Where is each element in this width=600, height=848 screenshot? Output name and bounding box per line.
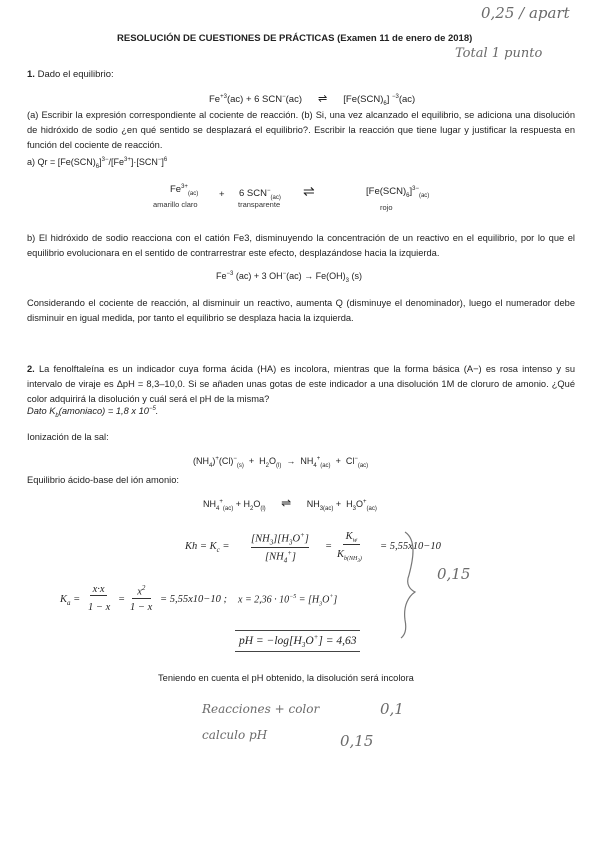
ka-eq2: = xyxy=(118,594,126,605)
caption-fe3: amarillo claro xyxy=(153,200,198,209)
q2-statement-text: La fenolftaleína es un indicador cuya forma ácida (HA) es incolora, mientras que la forma básica (A−) es rosa intenso y su intervalo de viraje es ΔpH = 8,3–10,0. Si se añaden unas gotas de este indicador a una disolución 1M de cloruro de amonio. ¿Qué color adquirirá la disolución y cuál será el pH de la misma? xyxy=(27,364,575,404)
ka-symbol: $K_a$ = xyxy=(60,594,81,608)
page-title: RESOLUCIÓN DE CUESTIONES DE PRÁCTICAS (Examen 11 de enero de 2018) xyxy=(117,33,473,44)
handwritten-reactions-score: 0,1 xyxy=(380,700,404,718)
kh-denominator: $[NH_4^+]$ xyxy=(265,549,297,565)
caption-scn: transparente xyxy=(238,200,281,209)
q1-label: 1. Dado el equilibrio: xyxy=(27,69,114,80)
brace-mark xyxy=(395,530,425,640)
q2-equilibrium-eq: $NH_4^+_{(ac)} + H_2O_{(l)}$ ⇌ $NH_{3(ac)} + H_3O^+_{(ac)}$ xyxy=(203,496,377,512)
handwritten-ph-label: calculo pH xyxy=(202,728,268,742)
species-complex: $[Fe(SCN)_6]^{3-}_{(ac)}$ xyxy=(366,186,430,200)
ka-num1: x·x xyxy=(90,584,108,595)
kh-numerator: $[NH_3][H_3O^+]$ xyxy=(251,531,309,547)
q2-statement xyxy=(27,362,575,407)
equilibrium-arrow: ⇌ xyxy=(303,183,315,199)
caption-complex: rojo xyxy=(380,203,393,212)
kh-kw: $K_w$ xyxy=(343,531,360,545)
q2-label: 2. xyxy=(27,364,35,374)
species-scn: 6 $SCN^-_{(ac)}$ xyxy=(239,188,281,202)
kh-kb: $K_{b(NH_3)}$ xyxy=(337,549,362,565)
handwritten-brace-score: 0,15 xyxy=(437,565,471,583)
q2-ionization-eq: $(NH_4)^+(Cl)^-_{(s)} + H_2O_{(l)} \to NH_4^+_{(ac)} + Cl^-_{(ac)}$ xyxy=(193,456,369,469)
species-fe3: $Fe^{3+}_{(ac)}$ xyxy=(170,184,199,198)
ka-result: = 5,55x10−10 ; xyxy=(160,594,227,605)
ka-den2: 1 − x xyxy=(130,602,153,613)
ph-result: pH = $-\log[H_3O^+] = 4,63$ xyxy=(235,630,360,652)
q1-conclusion: Considerando el cociente de reacción, al disminuir un reactivo, aumenta Q (disminuye el denominador), luego el numerador debe disminuir en igual medida, por tanto el equilibrio se desplaza hacia la izquierda. xyxy=(27,298,575,323)
kh-symbol: $Kh = K_c$ = xyxy=(185,541,230,555)
q1-answer-a: a) $Qr = [Fe(SCN)_6]^{3-}/[Fe^{3+}]\cdot[SCN^-]^6$ xyxy=(27,157,168,170)
ka-result-value: 5,55x10−10 xyxy=(169,594,221,605)
q1-answer-b: b) El hidróxido de sodio reacciona con el catión Fe3, disminuyendo la concentración de un reactivo en el equilibrio, por lo que el equilibrio evolucionara en el sentido de contrarrestrar este efecto, desplazándose hacia la izquierda. xyxy=(27,233,575,258)
plus-sign: + xyxy=(219,189,225,200)
q1-equation: $Fe^{+3}(ac) + 6$ SCN−(ac) ⇌ $[Fe(SCN)_6]$ $^{-3}$(ac) xyxy=(209,93,416,107)
q2-final: Teniendo en cuenta el pH obtenido, la disolución será incolora xyxy=(158,673,414,683)
handwritten-score-top: 0,25 / apart xyxy=(481,4,570,22)
q1-reaction-b: $Fe^{-3}$ (ac) + 3 $OH^-(ac) \to Fe(OH)_3$ (s) xyxy=(216,271,362,284)
x-result: $x = 2,36 \cdot 10^{-5} = [H_3O^+]$ xyxy=(238,594,338,608)
q2-equilibrium-label: Equilibrio ácido-base del ión amonio: xyxy=(27,475,179,485)
ka-num2: $x^2$ xyxy=(132,584,151,599)
q2-dato: Dato $K_b(amoniaco) = 1,8$ x $10^{-5}$. xyxy=(27,406,159,419)
handwritten-reactions-label: Reacciones + color xyxy=(202,702,320,716)
ka-den1: 1 − x xyxy=(88,602,111,613)
kh-result-value: 5,55x10−10 xyxy=(389,541,441,552)
q1-statement: (a) Escribir la expresión correspondiente al cociente de reacción. (b) Si, una vez alcanzado el equilibrio, se adiciona una disolución de hidróxido de sodio ¿en qué sentido se desplazará el equilibrio?. Escribir la reacción que tiene lugar y justificar la respuesta en función del cociente de reacción. xyxy=(27,110,575,150)
handwritten-total-note: Total 1 punto xyxy=(455,46,543,61)
q2-ionization-label: Ionización de la sal: xyxy=(27,432,109,442)
kh-equals: = xyxy=(325,541,333,552)
handwritten-ph-score: 0,15 xyxy=(340,732,374,750)
kh-result: = 5,55x10−10 xyxy=(380,541,441,552)
